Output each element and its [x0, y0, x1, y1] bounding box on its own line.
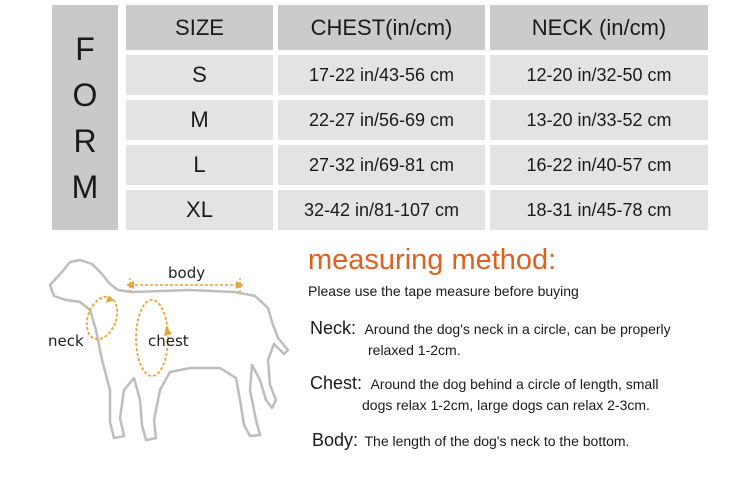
header-size: SIZE — [126, 5, 273, 50]
chest-cell: 27-32 in/69-81 cm — [278, 145, 485, 185]
chest-description: Around the dog behind a circle of length, small — [370, 376, 659, 392]
dog-outline-icon — [40, 250, 300, 465]
body-label: body — [168, 264, 206, 282]
body-term: Body: — [312, 430, 359, 450]
neck-description-line2: relaxed 1-2cm. — [368, 342, 461, 358]
measuring-method-title: measuring method: — [308, 244, 557, 276]
chest-instruction — [310, 373, 658, 394]
body-description: The length of the dog's neck to the bottom. — [364, 433, 630, 449]
form-letter: R — [73, 122, 97, 159]
chest-cell: 22-27 in/56-69 cm — [278, 100, 485, 140]
header-chest: CHEST(in/cm) — [278, 5, 485, 50]
body-instruction — [312, 430, 629, 451]
neck-cell: 16-22 in/40-57 cm — [490, 145, 708, 185]
form-column — [52, 5, 118, 230]
chest-cell: 32-42 in/81-107 cm — [278, 190, 485, 230]
form-letter: M — [71, 168, 99, 205]
chest-description-line2: dogs relax 1-2cm, large dogs can relax 2-3cm. — [362, 397, 650, 413]
size-cell: S — [126, 55, 273, 95]
form-letter: F — [75, 30, 95, 67]
size-cell: XL — [126, 190, 273, 230]
chest-cell: 17-22 in/43-56 cm — [278, 55, 485, 95]
measuring-intro: Please use the tape measure before buying — [308, 283, 579, 299]
neck-label: neck — [48, 332, 84, 350]
neck-cell: 12-20 in/32-50 cm — [490, 55, 708, 95]
neck-cell: 18-31 in/45-78 cm — [490, 190, 708, 230]
form-letter: O — [72, 76, 98, 113]
size-cell: L — [126, 145, 273, 185]
chest-term: Chest: — [310, 373, 363, 393]
neck-cell: 13-20 in/33-52 cm — [490, 100, 708, 140]
size-cell: M — [126, 100, 273, 140]
header-neck: NECK (in/cm) — [490, 5, 708, 50]
dog-measurement-figure — [40, 250, 300, 465]
neck-term: Neck: — [310, 318, 357, 338]
neck-instruction — [310, 318, 671, 339]
chest-label: chest — [148, 332, 189, 350]
neck-description: Around the dog's neck in a circle, can be properly — [364, 321, 671, 337]
